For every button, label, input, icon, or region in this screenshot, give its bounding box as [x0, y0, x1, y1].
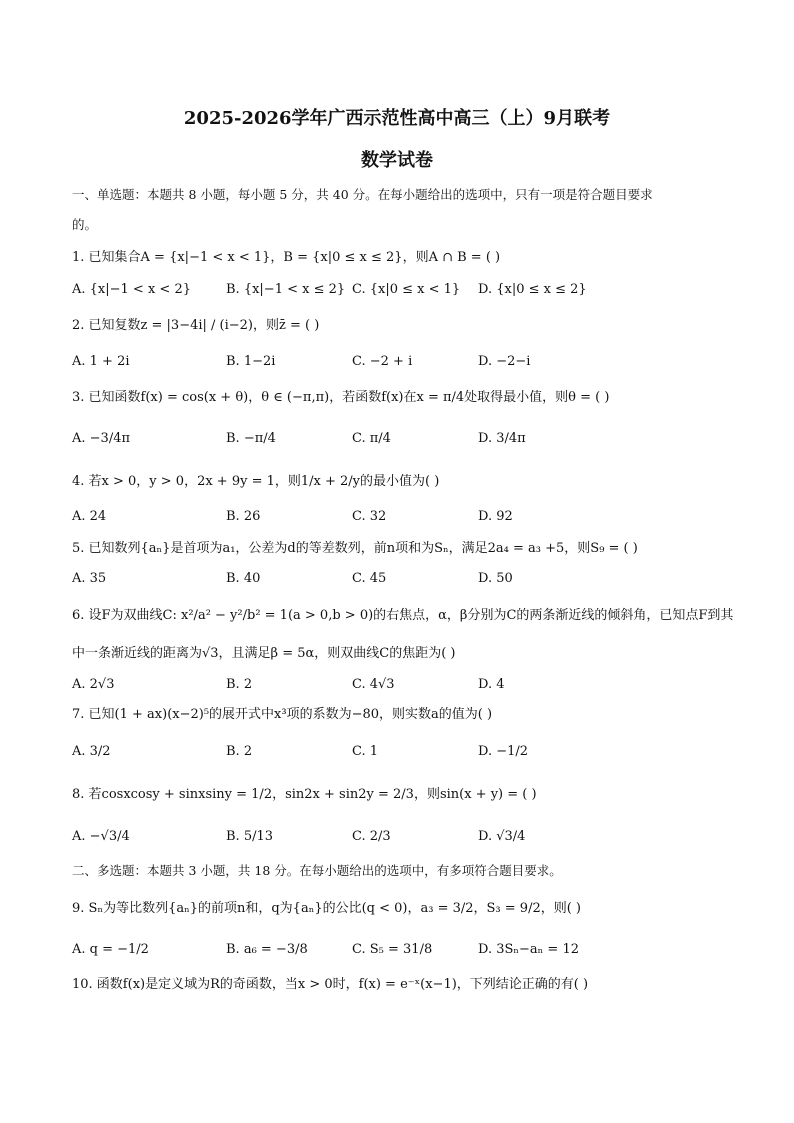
q6-option-c: C. 4√3: [352, 677, 395, 692]
q8-option-b: B. 5/13: [226, 829, 274, 844]
q2-option-d: D. −2−i: [478, 354, 531, 369]
section1-heading: 一、单选题：本题共 8 小题，每小题 5 分，共 40 分。在每小题给出的选项中，只有一项是符合题目要求: [72, 187, 653, 202]
q9-stem: 9. Sₙ为等比数列{aₙ}的前项n和，q为{aₙ}的公比(q < 0)，a₃ = 3/2，S₃ = 9/2，则( ): [72, 901, 581, 916]
q9-option-d: D. 3Sₙ−aₙ = 12: [478, 942, 579, 957]
q3-option-c: C. π/4: [352, 431, 391, 446]
q6-stem-line1: 6. 设F为双曲线C: x²/a² − y²/b² = 1(a > 0,b > 0)的右焦点，α，β分别为C的两条渐近线的倾斜角，已知点F到其: [72, 608, 734, 623]
section2-heading: 二、多选题：本题共 3 小题，共 18 分。在每小题给出的选项中，有多项符合题目要求。: [72, 863, 562, 878]
q5-stem: 5. 已知数列{aₙ}是首项为a₁，公差为d的等差数列，前n项和为Sₙ，满足2a₄ = a₃ +5，则S₉ = ( ): [72, 541, 638, 556]
q1-option-a: A. {x|−1 < x < 2}: [72, 282, 191, 297]
q3-option-a: A. −3/4π: [72, 431, 131, 446]
q6-stem-line2: 中一条渐近线的距离为√3，且满足β = 5α，则双曲线C的焦距为( ): [72, 646, 456, 661]
q8-option-d: D. √3/4: [478, 829, 526, 844]
q9-option-b: B. a₆ = −3/8: [226, 942, 308, 957]
q4-option-d: D. 92: [478, 509, 513, 524]
exam-title: 2025-2026学年广西示范性高中高三（上）9月联考: [183, 108, 611, 129]
q5-option-b: B. 40: [226, 571, 261, 586]
q3-option-b: B. −π/4: [226, 431, 276, 446]
q4-option-c: C. 32: [352, 509, 387, 524]
q7-option-d: D. −1/2: [478, 744, 529, 759]
q3-option-d: D. 3/4π: [478, 431, 526, 446]
q1-stem: 1. 已知集合A = {x|−1 < x < 1}，B = {x|0 ≤ x ≤ 2}，则A ∩ B = ( ): [72, 250, 501, 265]
q9-option-a: A. q = −1/2: [72, 942, 149, 957]
q4-option-a: A. 24: [72, 509, 107, 524]
q4-stem: 4. 若x > 0，y > 0，2x + 9y = 1，则1/x + 2/y的最小值为( ): [72, 474, 440, 489]
q5-option-d: D. 50: [478, 571, 513, 586]
q10-stem: 10. 函数f(x)是定义域为R的奇函数，当x > 0时，f(x) = e⁻ˣ(x−1)，下列结论正确的有( ): [72, 977, 589, 992]
section1-heading-cont: 的。: [72, 217, 98, 232]
q7-option-b: B. 2: [226, 744, 253, 759]
q5-option-a: A. 35: [72, 571, 107, 586]
exam-subtitle: 数学试卷: [361, 150, 433, 171]
q7-option-a: A. 3/2: [72, 744, 111, 759]
q7-option-c: C. 1: [352, 744, 379, 759]
q4-option-b: B. 26: [226, 509, 261, 524]
q1-option-b: B. {x|−1 < x ≤ 2}: [226, 282, 346, 297]
q1-option-d: D. {x|0 ≤ x ≤ 2}: [478, 282, 587, 297]
q6-option-d: D. 4: [478, 677, 505, 692]
q6-option-a: A. 2√3: [72, 677, 115, 692]
q9-option-c: C. S₅ = 31/8: [352, 942, 433, 957]
q2-stem: 2. 已知复数z = |3−4i| / (i−2)，则z̄ = ( ): [72, 318, 320, 333]
q2-option-c: C. −2 + i: [352, 354, 413, 369]
q2-option-a: A. 1 + 2i: [72, 354, 130, 369]
q1-option-c: C. {x|0 ≤ x < 1}: [352, 282, 461, 297]
q8-stem: 8. 若cosxcosy + sinxsiny = 1/2，sin2x + sin2y = 2/3，则sin(x + y) = ( ): [72, 787, 537, 802]
q8-option-a: A. −√3/4: [72, 829, 130, 844]
q6-option-b: B. 2: [226, 677, 253, 692]
q5-option-c: C. 45: [352, 571, 387, 586]
q3-stem: 3. 已知函数f(x) = cos(x + θ)，θ ∈ (−π,π)，若函数f(x)在x = π/4处取得最小值，则θ = ( ): [72, 390, 610, 405]
q8-option-c: C. 2/3: [352, 829, 391, 844]
q2-option-b: B. 1−2i: [226, 354, 276, 369]
q7-stem: 7. 已知(1 + ax)(x−2)⁵的展开式中x³项的系数为−80，则实数a的值为( ): [72, 707, 493, 722]
